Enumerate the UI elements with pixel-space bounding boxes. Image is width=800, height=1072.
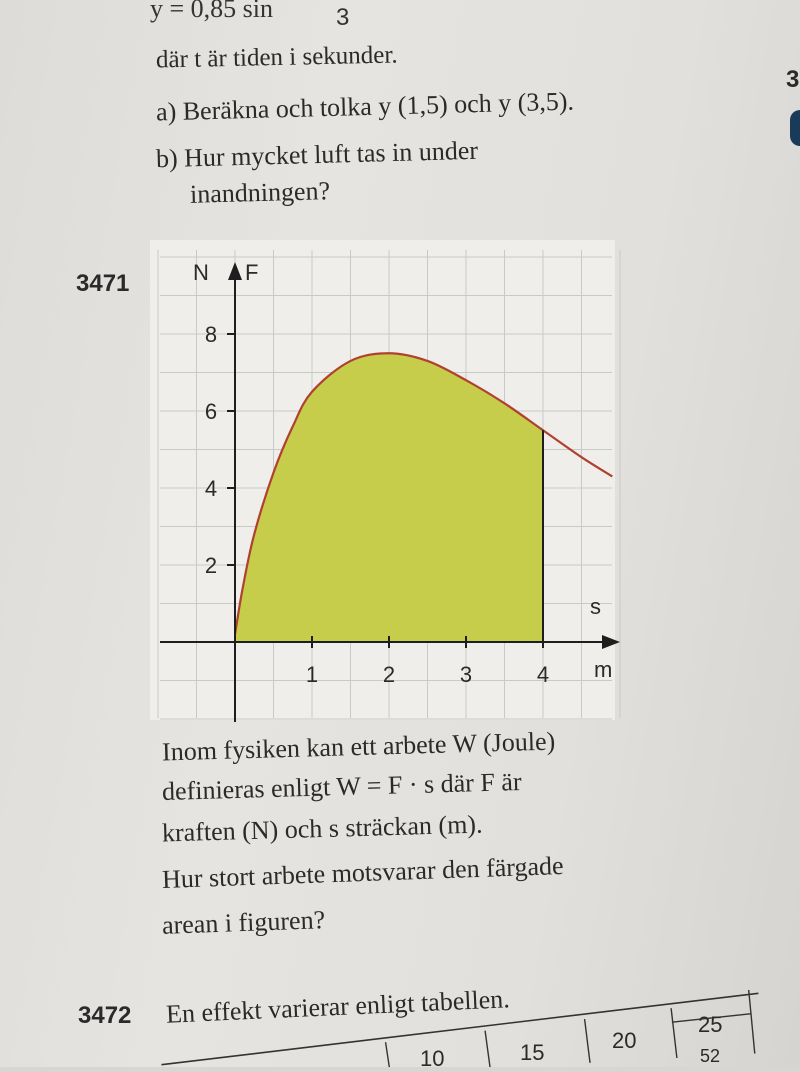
table-cell: 20 [612, 1028, 637, 1053]
problem-number-3471: 3471 [76, 270, 130, 297]
definition-line: där t är tiden i sekunder. [155, 41, 398, 74]
formula-denominator: 3 [336, 4, 350, 31]
y-tick-label: 6 [204, 399, 218, 424]
table-cell: 25 [698, 1012, 723, 1037]
y-tick-label: 4 [204, 476, 218, 501]
problem-text-line2: definieras enligt W = F · s där F är [161, 766, 522, 807]
x-axis-label: s [590, 594, 601, 619]
y-tick-label: 8 [204, 322, 218, 347]
x-tick-label: 3 [459, 662, 473, 687]
margin-number-fragment: 3 [786, 66, 800, 93]
table-cell: 10 [420, 1046, 445, 1071]
problem-text-line1: Inom fysiken kan ett arbete W (Joule) [161, 726, 556, 767]
margin-badge [790, 110, 800, 146]
x-tick-label: 2 [382, 662, 396, 687]
question-b-line1: b) Hur mycket luft tas in under [155, 135, 479, 174]
question-a: a) Beräkna och tolka y (1,5) och y (3,5). [155, 86, 575, 127]
table-top-rule [160, 993, 760, 1064]
y-tick-label: 2 [204, 553, 218, 578]
x-unit-label: m [594, 657, 613, 682]
problem-text-line4: Hur stort arbete motsvarar den färgade [161, 851, 565, 894]
table-divider [671, 1008, 677, 1058]
x-tick-label: 4 [536, 662, 550, 687]
table-cell: 15 [520, 1040, 545, 1065]
force-distance-chart [150, 240, 630, 730]
problem-number-3472: 3472 [78, 1002, 132, 1029]
y-unit-label: N [193, 260, 209, 285]
table-divider [485, 1030, 490, 1067]
y-axis-label: F [245, 260, 259, 285]
x-tick-label: 1 [305, 662, 319, 687]
effect-table [160, 990, 760, 1067]
table-cell-partial: 52 [700, 1046, 721, 1066]
problem-text-line5: arean i figuren? [161, 905, 326, 940]
formula-fragment: y = 0,85 sin [150, 0, 274, 23]
table-divider [386, 1042, 391, 1067]
table-divider [585, 1019, 590, 1063]
table-divider [748, 990, 755, 1054]
question-b-line2: inandningen? [189, 176, 331, 209]
problem-3472-text: En effekt varierar enligt tabellen. [165, 984, 511, 1029]
problem-text-line3: kraften (N) och s sträckan (m). [161, 809, 483, 848]
